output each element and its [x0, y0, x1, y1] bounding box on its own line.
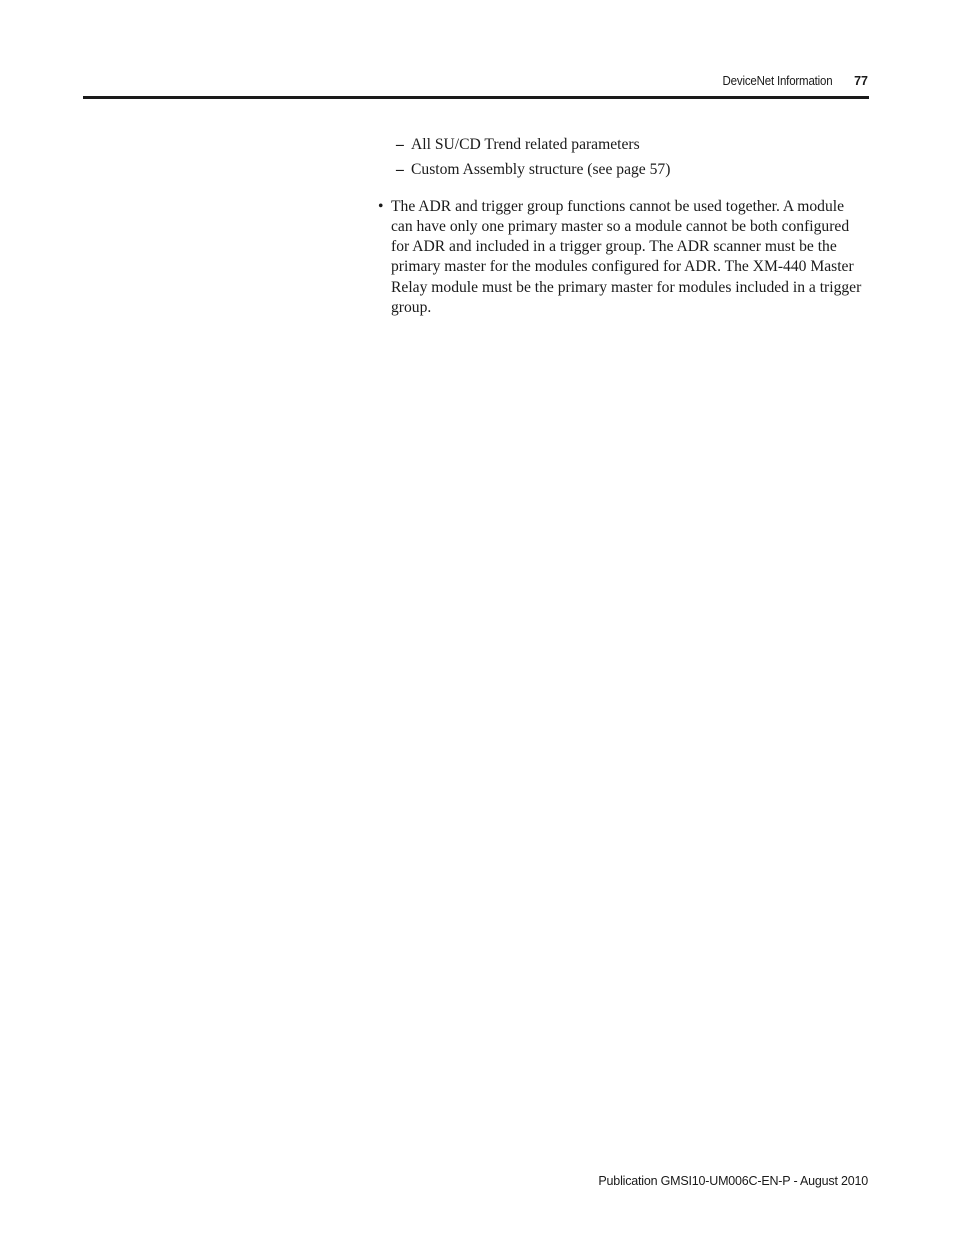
bullet-item [378, 197, 868, 319]
list-item [378, 160, 868, 180]
list-item-text: All SU/CD Trend related parameters [411, 136, 640, 153]
bullet-paragraph: The ADR and trigger group functions cannot be used together. A module can have only one primary master so a module cannot be both configured for ADR and included in a trigger group. The ADR scanner must be the primary master for the modules configured for ADR. The XM-440 Master Relay module must be the primary master for modules included in a trigger group. [391, 197, 862, 317]
dash-marker: – [396, 136, 404, 153]
section-title: DeviceNet Information [722, 74, 832, 88]
bullet-marker: • [378, 197, 384, 215]
running-header [722, 74, 832, 88]
page-body [378, 135, 868, 318]
list-item-text: Custom Assembly structure (see page 57) [411, 161, 671, 179]
dash-marker: – [396, 161, 404, 179]
publication-footer: Publication GMSI10-UM006C-EN-P - August 2010 [598, 1174, 868, 1188]
page-number: 77 [854, 74, 868, 88]
list-item [378, 135, 868, 155]
header-rule [83, 96, 869, 99]
